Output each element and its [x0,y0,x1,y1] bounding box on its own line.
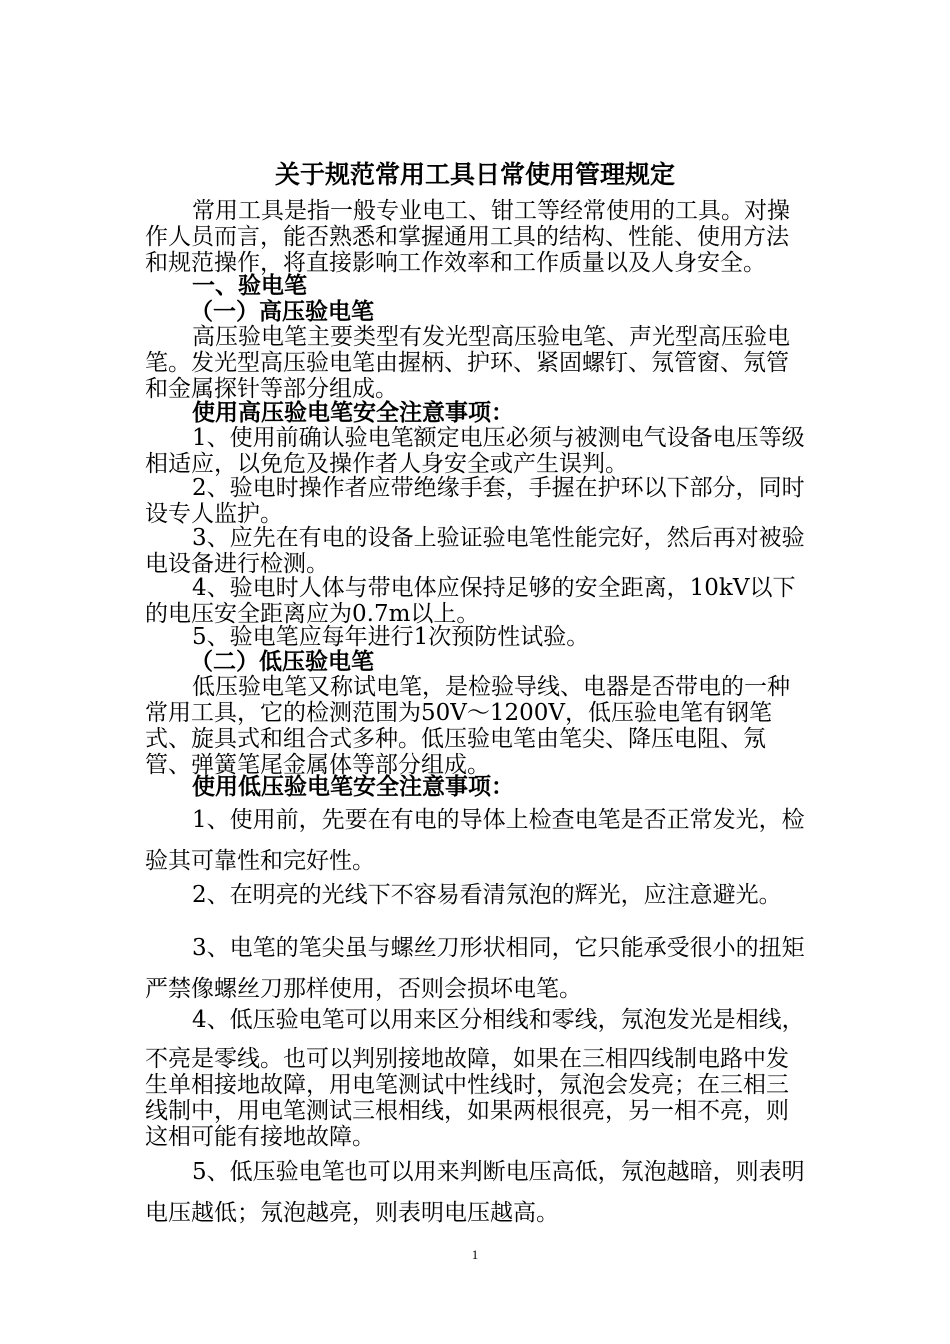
subsection-heading-high-voltage: （一）高压验电笔 [190,298,374,325]
high-voltage-note-1: 1、使用前确认验电笔额定电压必须与被测电气设备电压等级相适应，以免危及操作者人身安全或产生误判。 [145,425,805,477]
section-heading-voltage-tester: 一、验电笔 [192,272,307,299]
low-voltage-note-3: 3、电笔的笔尖虽与螺丝刀形状相同，它只能承受很小的扭矩严禁像螺丝刀那样使用，否则会损坏电笔。 [145,935,805,1002]
low-voltage-note-5: 5、低压验电笔也可以用来判断电压高低，氖泡越暗，则表明电压越低；氖泡越亮，则表明电压越高。 [145,1159,805,1226]
low-voltage-note-4: 4、低压验电笔可以用来区分相线和零线，氖泡发光是相线， [192,1007,805,1033]
low-voltage-notes-heading: 使用低压验电笔安全注意事项： [192,773,514,800]
high-voltage-note-4: 4、验电时人体与带电体应保持足够的安全距离，10kV以下的电压安全距离应为0.7m以上。 [145,575,796,627]
high-voltage-note-3: 3、应先在有电的设备上验证验电笔性能完好，然后再对被验电设备进行检测。 [145,525,805,577]
low-voltage-note-4-continued: 不亮是零线。也可以判别接地故障，如果在三相四线制电路中发生单相接地故障，用电笔测试中性线时，氖泡会发亮；在三相三线制中，用电笔测试三根相线，如果两根很亮，另一相不亮，则这相可能有接地故障。 [145,1046,789,1150]
page-number: 1 [471,1247,479,1262]
high-voltage-notes-heading: 使用高压验电笔安全注意事项： [192,399,514,426]
subsection-heading-low-voltage: （二）低压验电笔 [190,648,374,675]
low-voltage-note-1: 1、使用前，先要在有电的导体上检查电笔是否正常发光，检验其可靠性和完好性。 [145,807,805,874]
high-voltage-description: 高压验电笔主要类型有发光型高压验电笔、声光型高压验电笔。发光型高压验电笔由握柄、护环、紧固螺钉、氖管窗、氖管和金属探针等部分组成。 [145,324,790,402]
high-voltage-note-2: 2、验电时操作者应带绝缘手套，手握在护环以下部分，同时设专人监护。 [145,475,805,527]
document-title: 关于规范常用工具日常使用管理规定 [274,160,675,189]
low-voltage-description: 低压验电笔又称试电笔，是检验导线、电器是否带电的一种常用工具，它的检测范围为50V～1200V，低压验电笔有钢笔式、旋具式和组合式多种。低压验电笔由笔尖、降压电阻、氖管、弹簧笔尾金属体等部分组成。 [145,674,790,778]
low-voltage-note-2: 2、在明亮的光线下不容易看清氖泡的辉光，应注意避光。 [192,882,782,908]
high-voltage-note-5: 5、验电笔应每年进行1次预防性试验。 [192,624,590,650]
intro-paragraph: 常用工具是指一般专业电工、钳工等经常使用的工具。对操作人员而言，能否熟悉和掌握通用工具的结构、性能、使用方法和规范操作，将直接影响工作效率和工作质量以及人身安全。 [145,198,790,276]
